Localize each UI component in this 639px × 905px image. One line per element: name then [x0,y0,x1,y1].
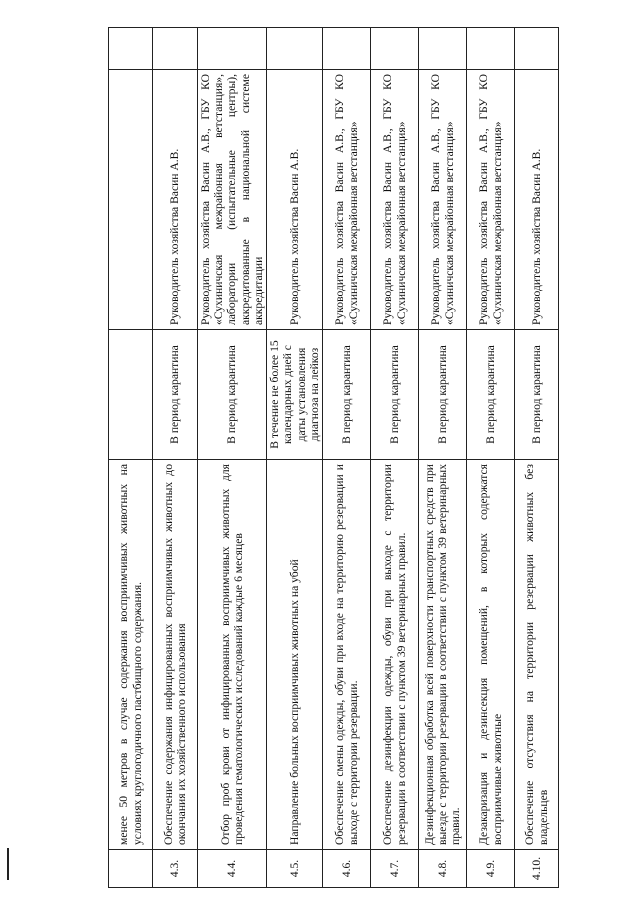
table-row [419,28,467,888]
row-extra [109,28,153,70]
row-action: Дезинфекционная обработка всей поверхности транспортных средств при выезде с территории резервации в соответствии с пунктом 39 ветеринарных правил. [419,460,467,850]
row-term: В период карантина [323,330,371,460]
row-action: Обеспечение содержания инфицированных восприимчивых животных до окончания их хозяйственного использования [153,460,198,850]
table-row [371,28,419,888]
row-number: 4.3. [153,850,198,888]
row-responsible: Руководитель хозяйства Васин А.В. [267,70,323,330]
row-extra [419,28,467,70]
row-responsible: Руководитель хозяйства Васин А.В., ГБУ КО «Сухиничская межрайонная ветстанция» [323,70,371,330]
table-row [109,28,153,888]
row-number: 4.5. [267,850,323,888]
row-term: В период карантина [515,330,559,460]
row-action: Обеспечение отсутствия на территории резервации животных без владельцев [515,460,559,850]
row-number: 4.7. [371,850,419,888]
row-responsible: Руководитель хозяйства Васин А.В., ГБУ КО «Сухиничская межрайонная ветстанция» [419,70,467,330]
row-extra [267,28,323,70]
row-action: Обеспечение дезинфекции одежды, обуви при выходе с территории резервации в соответствии с пунктом 39 ветеринарных правил. [371,460,419,850]
row-number: 4.10. [515,850,559,888]
row-number [109,850,153,888]
row-term: В период карантина [371,330,419,460]
row-number: 4.4. [198,850,267,888]
table-row [198,28,267,888]
row-action: Направление больных восприимчивых животных на убой [267,460,323,850]
row-term: В период карантина [419,330,467,460]
row-term: В период карантина [153,330,198,460]
table-row [153,28,198,888]
row-action: Отбор проб крови от инфицированных восприимчивых животных для проведения гематологических исследований каждые 6 месяцев [198,460,267,850]
row-number: 4.8. [419,850,467,888]
row-term [109,330,153,460]
row-extra [515,28,559,70]
row-action: Обеспечение смены одежды, обуви при входе на территорию резервации и выходе с территории резервации. [323,460,371,850]
row-extra [323,28,371,70]
row-number: 4.6. [323,850,371,888]
table-row [467,28,515,888]
row-responsible: Руководитель хозяйства Васин А.В., ГБУ КО «Сухиничская межрайонная ветстанция», лаборатории (испытательные центры), аккредитованные в национальной системе аккредитации [198,70,267,330]
row-extra [371,28,419,70]
measures-table [108,27,559,888]
row-extra [198,28,267,70]
rotated-page [108,28,553,888]
table-row [323,28,371,888]
row-action: менее 50 метров в случае содержания восприимчивых животных на условиях круглогодичного пастбищного содержания. [109,460,153,850]
row-responsible: Руководитель хозяйства Васин А.В. [515,70,559,330]
table-row [267,28,323,888]
row-action: Дезакаризация и дезинсекция помещений, в которых содержатся восприимчивые животные [467,460,515,850]
row-term: В течение не более 15 календарных дней с даты установления диагноза на лейкоз [267,330,323,460]
row-number: 4.9. [467,850,515,888]
table-row [515,28,559,888]
row-responsible: Руководитель хозяйства Васин А.В., ГБУ КО «Сухиничская межрайонная ветстанция» [467,70,515,330]
row-responsible [109,70,153,330]
row-responsible: Руководитель хозяйства Васин А.В. [153,70,198,330]
row-term: В период карантина [467,330,515,460]
row-extra [153,28,198,70]
row-extra [467,28,515,70]
margin-mark [7,848,9,880]
row-responsible: Руководитель хозяйства Васин А.В., ГБУ КО «Сухиничская межрайонная ветстанция» [371,70,419,330]
row-term: В период карантина [198,330,267,460]
